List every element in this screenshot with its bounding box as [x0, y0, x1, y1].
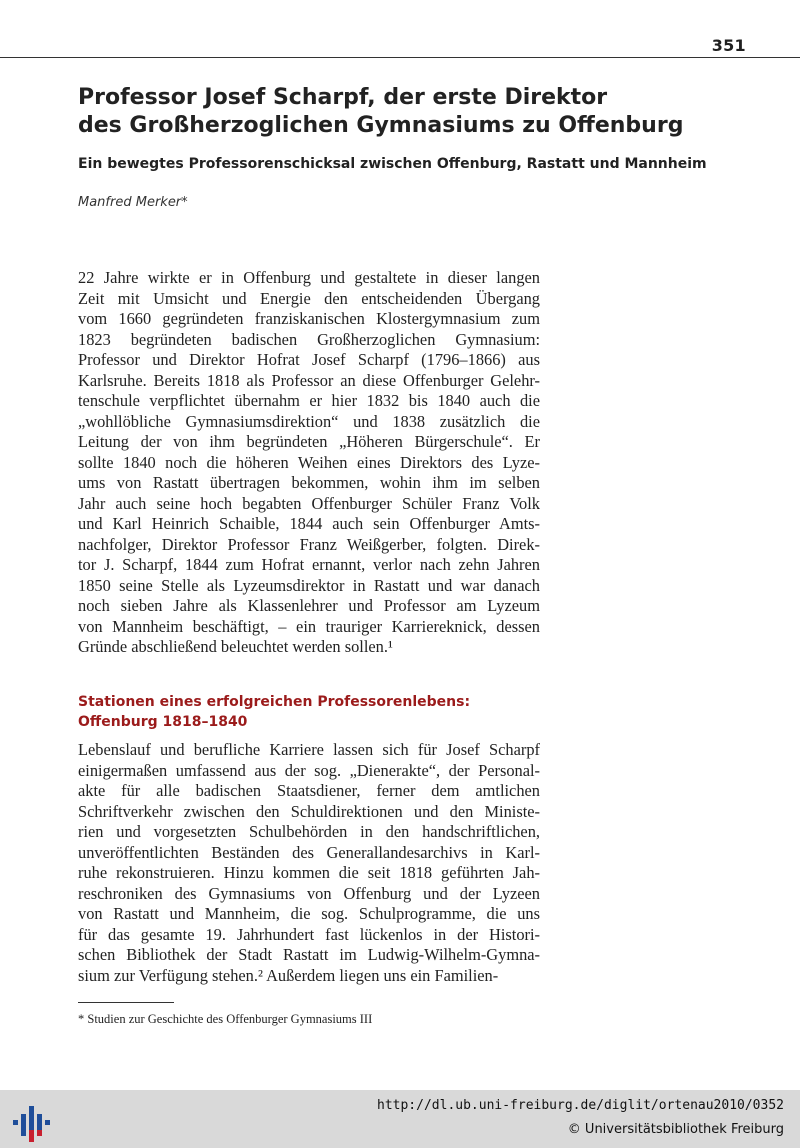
section-paragraph: [78, 740, 540, 986]
text-line: Leitung der von ihm begründeten „Höheren Bürgerschule“. Er: [78, 432, 540, 451]
text-line: Gründe abschließend beleuchtet werden sollen.¹: [78, 637, 393, 656]
text-line: rien und vorgesetzten Schulbehörden in den handschriftlichen,: [78, 822, 540, 841]
text-line: und Karl Heinrich Schaible, 1844 auch sein Offenburger Amts-: [78, 514, 540, 533]
text-line: sollte 1840 noch die höheren Weihen eines Direktors des Lyze-: [78, 452, 540, 472]
copyright-notice: © Universitätsbibliothek Freiburg: [567, 1122, 784, 1137]
text-line: unveröffentlichten Beständen des Generallandesarchivs in Karl-: [78, 842, 540, 862]
footnote: * Studien zur Geschichte des Offenburger Gymnasiums III: [78, 1012, 373, 1026]
text-line: tenschule verpflichtet übernahm er hier 1832 bis 1840 auch die: [78, 391, 540, 410]
footnote-rule: [78, 1002, 174, 1003]
text-line: Schriftverkehr zwischen den Schuldirektionen und den Ministe-: [78, 801, 540, 821]
text-line: tor J. Scharpf, 1844 zum Hofrat ernannt, verlor nach zehn Jahren: [78, 555, 540, 574]
intro-paragraph: [78, 268, 540, 658]
article-author: Manfred Merker*: [78, 195, 188, 210]
text-line: einigermaßen umfassend aus der sog. „Dienerakte“, der Personal-: [78, 760, 540, 780]
text-line: schen Bibliothek der Stadt Rastatt im Ludwig-Wilhelm-Gymna-: [78, 945, 540, 964]
text-line: Karlsruhe. Bereits 1818 als Professor an diese Offenburger Gelehr-: [78, 370, 540, 390]
text-line: für das gesamte 19. Jahrhundert fast lückenlos in der Histori-: [78, 924, 540, 944]
text-line: „wohllöbliche Gymnasiumsdirektion“ und 1838 zusätzlich die: [78, 411, 540, 431]
text-line: ruhe rekonstruieren. Hinzu kommen die seit 1818 geführten Jah-: [78, 863, 540, 882]
text-line: Professor und Direktor Hofrat Josef Scharpf (1796–1866) aus: [78, 350, 540, 369]
text-line: vom 1660 gegründeten franziskanischen Klostergymnasium zum: [78, 309, 540, 328]
text-line: von Mannheim beschäftigt, – ein trauriger Karriereknick, dessen: [78, 616, 540, 636]
text-line: ums von Rastatt übertragen bekommen, wohin ihm im selben: [78, 473, 540, 492]
page-number: 351: [711, 36, 746, 55]
text-line: 1850 seine Stelle als Lyzeumsdirektor in Rastatt und war danach: [78, 575, 540, 595]
ub-freiburg-logo-icon: [10, 1100, 54, 1144]
section-heading: [78, 692, 470, 732]
source-url-link[interactable]: http://dl.ub.uni-freiburg.de/diglit/ortenau2010/0352: [377, 1098, 784, 1113]
article-subtitle: Ein bewegtes Professorenschicksal zwischen Offenburg, Rastatt und Mannheim: [78, 156, 707, 172]
footer-bar: [0, 1090, 800, 1148]
text-line: nachfolger, Direktor Professor Franz Weißgerber, folgten. Direk-: [78, 534, 540, 554]
text-line: sium zur Verfügung stehen.² Außerdem liegen uns ein Familien-: [78, 965, 499, 985]
article-title: [78, 84, 768, 140]
text-line: von Rastatt und Mannheim, die sog. Schulprogramme, die uns: [78, 904, 540, 923]
article-title-line-2: des Großherzoglichen Gymnasiums zu Offenburg: [78, 113, 684, 138]
section-heading-line-1: Stationen eines erfolgreichen Professorenlebens:: [78, 694, 471, 710]
section-heading-line-2: Offenburg 1818–1840: [78, 714, 248, 730]
text-line: reschroniken des Gymnasiums von Offenburg und der Lyzeen: [78, 883, 540, 903]
text-line: Zeit mit Umsicht und Energie den entscheidenden Übergang: [78, 288, 540, 308]
text-line: noch sieben Jahre als Klassenlehrer und Professor am Lyzeum: [78, 596, 540, 615]
text-line: Jahr auch seine hoch begabten Offenburger Schüler Franz Volk: [78, 493, 540, 513]
text-line: akte für alle badischen Staatsdiener, ferner dem amtlichen: [78, 781, 540, 800]
article-title-line-1: Professor Josef Scharpf, der erste Direktor: [78, 85, 608, 110]
text-line: Lebenslauf und berufliche Karriere lassen sich für Josef Scharpf: [78, 740, 540, 759]
text-line: 22 Jahre wirkte er in Offenburg und gestaltete in dieser langen: [78, 268, 540, 287]
text-line: 1823 begründeten badischen Großherzoglichen Gymnasium:: [78, 329, 540, 349]
header-rule: [0, 57, 800, 58]
